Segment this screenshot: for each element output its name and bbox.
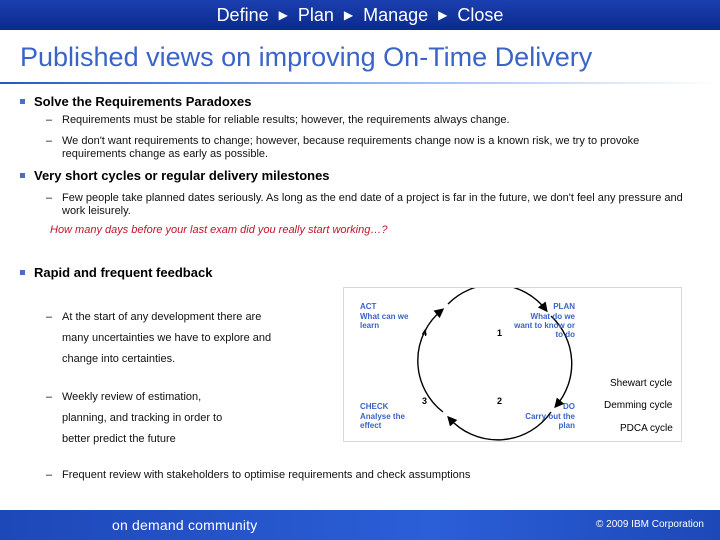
dash-icon: – bbox=[46, 114, 53, 126]
step-number: 2 bbox=[497, 396, 503, 406]
pdca-diagram bbox=[343, 287, 682, 442]
bullet-square-icon bbox=[20, 173, 25, 178]
heading-rapid-feedback: Rapid and frequent feedback bbox=[34, 265, 213, 280]
dash-icon: – bbox=[46, 311, 53, 323]
arrow-right-icon: ▶ bbox=[278, 8, 288, 22]
nav-item-plan[interactable]: Plan bbox=[297, 4, 334, 25]
heading-short-cycles: Very short cycles or regular delivery milestones bbox=[34, 168, 330, 183]
arrow-right-icon: ▶ bbox=[343, 8, 354, 22]
phase-nav bbox=[217, 5, 504, 26]
act-description: What can we learn bbox=[360, 312, 409, 330]
do-description: Carry out the plan bbox=[525, 412, 575, 430]
title-divider bbox=[0, 82, 720, 84]
cycle-name: Demming cycle bbox=[604, 400, 673, 411]
list-item: – Frequent review with stakeholders to optimise requirements and check assumptions bbox=[46, 469, 471, 481]
dash-icon: – bbox=[46, 192, 53, 204]
dash-icon: – bbox=[46, 391, 53, 403]
step-number: 3 bbox=[422, 396, 428, 406]
arrow-right-icon: ▶ bbox=[438, 8, 448, 22]
plan-label: PLAN bbox=[553, 302, 575, 311]
plan-description: What do we want to know or to do bbox=[514, 312, 575, 339]
step-number: 4 bbox=[422, 328, 428, 338]
copyright-text: © 2009 IBM Corporation bbox=[596, 519, 704, 530]
brand-logo: on demand community bbox=[112, 517, 258, 533]
act-label: ACT bbox=[360, 302, 377, 311]
page-title: Published views on improving On-Time Delivery bbox=[20, 42, 593, 72]
section-heading bbox=[20, 94, 251, 109]
list-item: – Few people take planned dates seriously. As long as the end date of a project is far in the future, we don't feel any pressure and work leisurely. bbox=[46, 192, 683, 217]
dash-icon: – bbox=[46, 135, 53, 147]
bullet-square-icon bbox=[20, 99, 25, 104]
section-heading bbox=[20, 265, 212, 280]
nav-item-close[interactable]: Close bbox=[457, 4, 504, 25]
list-item: – Weekly review of estimation, planning, and tracking in order to better predict the future bbox=[48, 387, 238, 450]
top-nav-bar bbox=[0, 0, 720, 30]
dash-icon: – bbox=[46, 469, 53, 481]
footer-bar bbox=[0, 510, 720, 540]
step-number: 1 bbox=[497, 328, 503, 338]
list-item: – At the start of any development there are many uncertainties we have to explore and change into certainties. bbox=[48, 307, 278, 370]
list-item: – We don't want requirements to change; however, because requirements change now is a known risk, we try to provoke requirements change as early as possible. bbox=[46, 135, 640, 160]
check-description: Analyse the effect bbox=[360, 412, 405, 430]
heading-requirements-paradoxes: Solve the Requirements Paradoxes bbox=[34, 94, 252, 109]
section-heading bbox=[20, 168, 330, 183]
check-label: CHECK bbox=[360, 402, 389, 411]
cycle-name: Shewart cycle bbox=[610, 378, 673, 389]
nav-item-manage[interactable]: Manage bbox=[363, 4, 429, 25]
list-item: – Requirements must be stable for reliable results; however, the requirements always change. bbox=[46, 114, 510, 126]
nav-item-define[interactable]: Define bbox=[216, 4, 269, 25]
question-callout: How many days before your last exam did you really start working…? bbox=[50, 224, 388, 236]
do-label: DO bbox=[563, 402, 575, 411]
bullet-square-icon bbox=[20, 270, 25, 275]
cycle-name: PDCA cycle bbox=[620, 423, 673, 434]
